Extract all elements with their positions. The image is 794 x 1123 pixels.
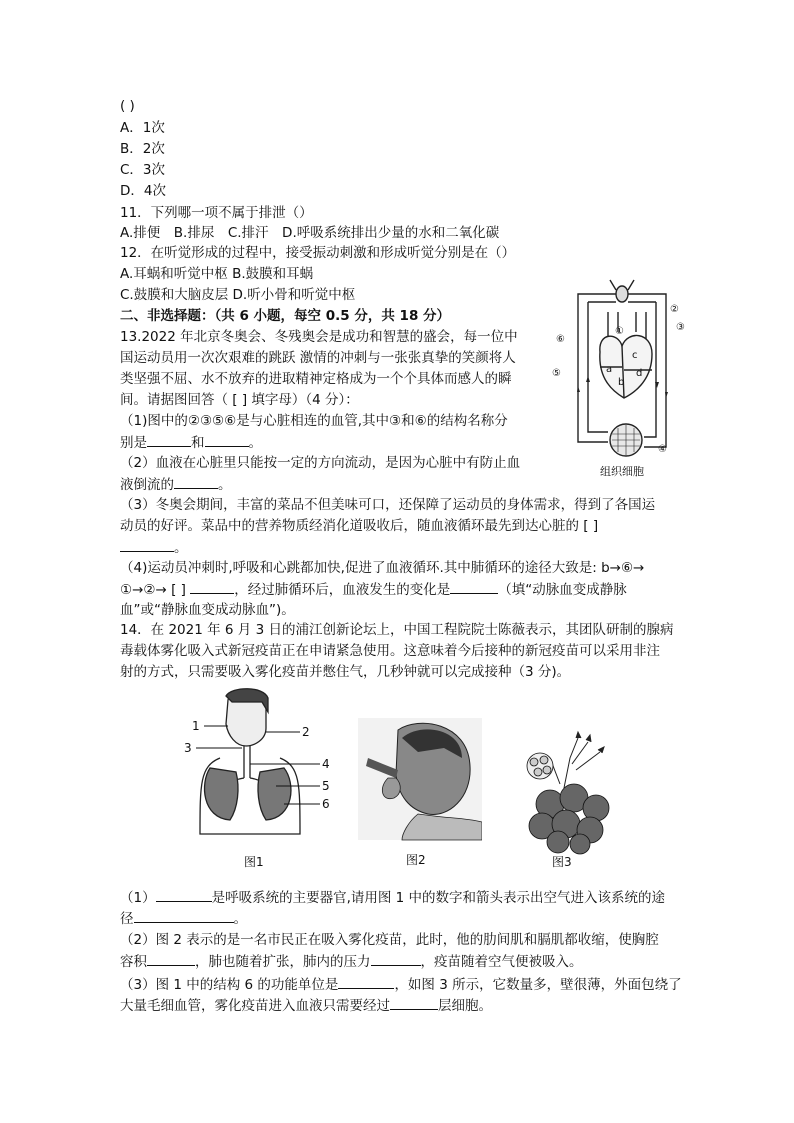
- q14-part1-line1: [120, 887, 665, 908]
- q11-stem: 11．下列哪一项不属于排泄（）: [120, 205, 313, 221]
- caption-tissue-cells: 组织细胞: [600, 465, 644, 478]
- q13-part3-line1: （3）冬奥会期间，丰富的菜品不但美味可口，还保障了运动员的身体需求，得到了各国运: [120, 497, 656, 513]
- fig1-label-2: 2: [302, 725, 310, 739]
- answer-blank[interactable]: [450, 579, 498, 594]
- answer-blank[interactable]: [120, 537, 174, 552]
- fig1-label-3: 3: [184, 741, 192, 755]
- fig2-caption: 图2: [406, 853, 426, 867]
- q14-p3-text-a: （3）图 1 中的结构 6 的功能单位是: [120, 977, 339, 993]
- q13-part3-line3: [120, 537, 188, 558]
- q12-stem: 12．在听觉形成的过程中，接受振动刺激和形成听觉分别是在（）: [120, 245, 516, 261]
- fig1-label-6: 6: [322, 797, 330, 811]
- label-4: ④: [658, 444, 667, 455]
- q14-p3-text-c2: 层细胞。: [438, 998, 492, 1014]
- q13-intro-4: 间。请据图回答（ [ ] 填字母）（4 分）：: [120, 392, 359, 408]
- q10-option-a: A．1次: [120, 120, 165, 136]
- q13-part2-line1: （2）血液在心脏里只能按一定的方向流动，是因为心脏中有防止血: [120, 455, 521, 471]
- q13-p1-text-d: 。: [248, 435, 262, 451]
- q13-p3-text-c: 。: [174, 540, 188, 556]
- q10-option-c: C．3次: [120, 162, 166, 178]
- fig1-label-1: 1: [192, 719, 200, 733]
- answer-blank[interactable]: [338, 974, 394, 989]
- fig1-label-5: 5: [322, 779, 330, 793]
- circulation-diagram: [548, 272, 688, 482]
- answer-blank[interactable]: [156, 887, 212, 902]
- chamber-d: d: [636, 368, 643, 379]
- q14-intro-3: 射的方式，只需要吸入雾化疫苗并憋住气，几秒钟就可以完成接种（3 分)。: [120, 664, 571, 680]
- answer-blank[interactable]: [190, 579, 234, 594]
- q13-p4-text-b2: ，经过肺循环后，血液发生的变化是: [234, 582, 451, 598]
- q13-part4-line3: 血”或“静脉血变成动脉血”)。: [120, 602, 295, 618]
- answer-blank[interactable]: [205, 432, 249, 447]
- figure-2-inhaling-vaccine-photo: [358, 718, 482, 870]
- q14-p2-text-b2: ，肺也随着扩张，肺内的压力: [195, 954, 371, 970]
- q13-p2-text-b: 液倒流的: [120, 477, 174, 493]
- chamber-a: a: [606, 364, 613, 375]
- q13-intro-3: 类坚强不屈、水不放弃的进取精神定格成为一个个具体而感人的瞬: [120, 371, 512, 387]
- label-3: ③: [676, 322, 685, 333]
- q14-p3-text-b: ，如图 3 所示，它数量多，壁很薄，外面包绕了: [394, 977, 682, 993]
- q14-part1-line2: [120, 908, 247, 929]
- q14-p2-text-b3: ，疫苗随着空气便被吸入。: [420, 954, 583, 970]
- q14-p1-text-b: 是呼吸系统的主要器官,请用图 1 中的数字和箭头表示出空气进入该系统的途: [211, 890, 666, 906]
- answer-blank[interactable]: [134, 908, 234, 923]
- answer-blank[interactable]: [371, 951, 421, 966]
- q10-paren: ( ): [120, 98, 135, 114]
- answer-blank[interactable]: [390, 995, 438, 1010]
- q12-options-cd: C.鼓膜和大脑皮层 D.听小骨和听觉中枢: [120, 287, 356, 303]
- q10-option-b: B．2次: [120, 141, 165, 157]
- q10-option-d: D．4次: [120, 183, 166, 199]
- figure-1-respiratory-system: [180, 688, 340, 870]
- answer-blank[interactable]: [174, 474, 218, 489]
- q13-p4-text-b1: ①→②→ [ ]: [120, 582, 186, 598]
- section-2-title: 二、非选择题：（共 6 小题，每空 0.5 分，共 18 分）: [120, 308, 451, 324]
- q14-intro-2: 毒载体雾化吸入式新冠疫苗正在申请紧急使用。这意味着今后接种的新冠疫苗可以采用非注: [120, 643, 660, 659]
- q14-intro-1: 14．在 2021 年 6 月 3 日的浦江创新论坛上，中国工程院院士陈薇表示，其团队研制的腺病: [120, 622, 674, 638]
- q12-options-ab: A.耳蜗和听觉中枢 B.鼓膜和耳蜗: [120, 266, 314, 282]
- q13-part3-line2: 动员的好评。菜品中的营养物质经消化道吸收后，随血液循环最先到达心脏的 [ ]: [120, 518, 599, 534]
- q13-part4-line2: [120, 579, 627, 600]
- label-5: ⑤: [552, 368, 561, 379]
- q14-p3-text-c1: 大量毛细血管，雾化疫苗进入血液只需要经过: [120, 998, 390, 1014]
- q13-part4-line1: （4)运动员冲刺时,呼吸和心跳都加快,促进了血液循环.其中肺循环的途径大致是: b→⑥→: [120, 560, 645, 576]
- q11-options: A.排便 B.排尿 C.排汗 D.呼吸系统排出少量的水和二氧化碳: [120, 225, 500, 241]
- q13-p1-text-c: 和: [191, 435, 205, 451]
- q13-intro-1: 13.2022 年北京冬奥会、冬残奥会是成功和智慧的盛会，每一位中: [120, 329, 518, 345]
- q14-p2-text-b1: 容积: [120, 954, 147, 970]
- chamber-c: c: [632, 350, 638, 361]
- q13-p4-text-b3: （填“动脉血变成静脉: [498, 582, 627, 598]
- answer-blank[interactable]: [147, 951, 195, 966]
- q13-p1-text-b: 别是: [120, 435, 147, 451]
- figure-3-alveoli: [520, 728, 620, 870]
- q13-part1-line2: [120, 432, 262, 453]
- label-1: ①: [615, 326, 624, 337]
- q13-intro-2: 国运动员用一次次艰难的跳跃 激情的冲刺与一张张真挚的笑颜将人: [120, 350, 516, 366]
- q14-p1-text-c: 径: [120, 911, 134, 927]
- fig1-caption: 图1: [244, 855, 264, 869]
- q13-part2-line2: [120, 474, 232, 495]
- q14-part2-line1: （2）图 2 表示的是一名市民正在吸入雾化疫苗，此时，他的肋间肌和膈肌都收缩，使胸腔: [120, 932, 659, 948]
- q14-part3-line2: [120, 995, 492, 1016]
- q13-p2-text-c: 。: [218, 477, 232, 493]
- q14-p1-text-a: （1）: [120, 890, 156, 906]
- label-6: ⑥: [556, 334, 565, 345]
- q14-part2-line2: [120, 951, 583, 972]
- q14-part3-line1: [120, 974, 682, 995]
- label-2: ②: [670, 304, 679, 315]
- q14-p1-text-d: 。: [233, 911, 247, 927]
- fig3-caption: 图3: [552, 855, 572, 869]
- chamber-b: b: [618, 377, 625, 388]
- fig1-label-4: 4: [322, 757, 330, 771]
- q13-part1-line1: （1)图中的②③⑤⑥是与心脏相连的血管,其中③和⑥的结构名称分: [120, 413, 508, 429]
- answer-blank[interactable]: [147, 432, 191, 447]
